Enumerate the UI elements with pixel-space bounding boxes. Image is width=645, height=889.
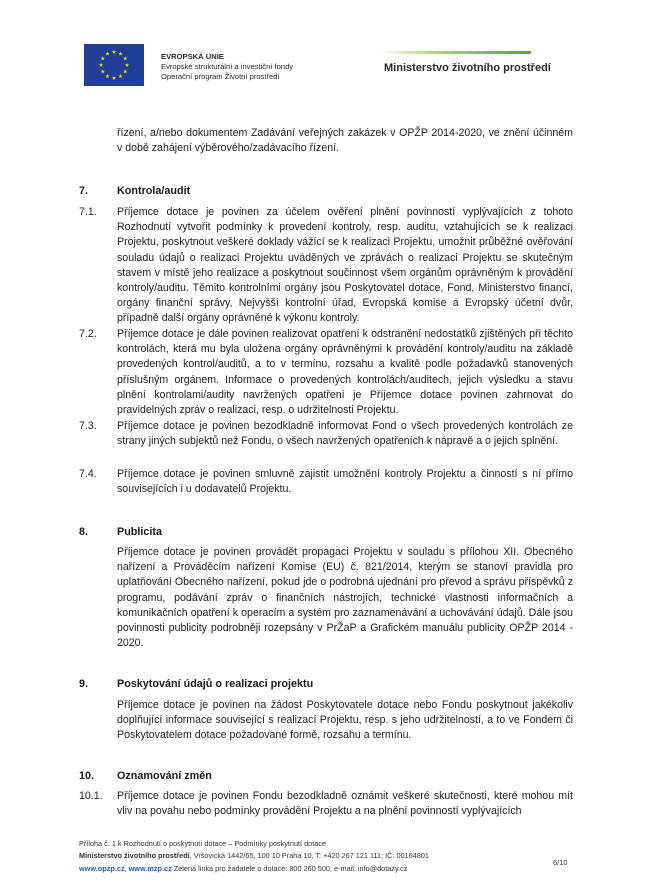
item-10-1-number: 10.1.: [79, 790, 103, 802]
ministry-logo-bar: [381, 51, 531, 54]
eu-header-text: [161, 52, 293, 82]
footer-line-3: [79, 864, 407, 874]
section-7-title: Kontrola/audit: [117, 185, 191, 197]
item-7-3-number: 7.3.: [79, 420, 97, 432]
section-8-number: 8.: [79, 526, 89, 538]
section-7-number: 7.: [79, 185, 89, 197]
item-10-1-text: Příjemce dotace je povinen Fondu bezodkladně oznámit veškeré skutečnosti, které mohou mít vliv na povahu nebo podmínky provádění Projektu a na plnění povinností vyplývajících: [117, 790, 573, 818]
footer-link-mzp[interactable]: www.mzp.cz: [128, 864, 172, 873]
item-7-4-text: Příjemce dotace je povinen smluvně zajistit umožnění kontroly Projektu a činností s ní přímo souvisejících i u dodavatelů Projektu.: [117, 468, 573, 496]
footer-separator: ,: [124, 864, 129, 873]
section-8-text: Příjemce dotace je povinen provádět propagaci Projektu v souladu s přílohou XII. Obecného nařízení a Prováděcím nařízení Komise (EU) č. 821/2014, kterým se stanoví pravidla pro uplatňování Obecného nařízení, pokud jde o podrobná ujednání pro převod a správu příspěvků z programu, podávání zpráv o finančních nástrojích, technické vlastnosti informačních a komunikačních opatření k operacím a systém pro zaznamenávání a uchovávání údajů. Dále jsou povinnosti publicity podrobněji rozepsány v PrŽaP a Grafickém manuálu publicity OPŽP 2014 - 2020.: [117, 546, 573, 650]
footer-address: , Vršovická 1442/65, 100 10 Praha 10, T: +420 267 121 111; IČ: 00164801: [189, 851, 429, 860]
item-7-2-number: 7.2.: [79, 328, 97, 340]
item-7-3-text: Příjemce dotace je povinen bezodkladně informovat Fond o všech provedených kontrolách ze strany jiných subjektů než Fondu, o všech navržených opatřeních k nápravě a o jejich splnění.: [117, 420, 573, 448]
section-9-text: Příjemce dotace je povinen na žádost Poskytovatele dotace nebo Fondu poskytnout jakékoliv doplňující informace související s realizací Projektu, resp. s jeho udržitelností, a to ve Fondem či Poskytovatelem dotace požadované formě, rozsahu a termínu.: [117, 699, 573, 742]
section-8-title: Publicita: [117, 526, 162, 538]
ministry-logo: Ministerstvo životního prostředí: [384, 62, 551, 74]
eu-flag-icon: [84, 44, 144, 86]
section-10-title: Oznamování změn: [117, 770, 212, 782]
item-7-4-number: 7.4.: [79, 468, 97, 480]
footer-contact: Zelená linka pro žadatele o dotace: 800 260 500, e-mail: info@dotazy.cz: [171, 864, 408, 873]
page-number: 6/10: [553, 858, 568, 867]
eu-fund: Evropské strukturální a investiční fondy: [161, 62, 294, 71]
section-9-title: Poskytování údajů o realizaci projektu: [117, 678, 314, 690]
item-7-1-number: 7.1.: [79, 206, 97, 218]
footer-ministry: Ministerstvo životního prostředí: [79, 851, 190, 860]
eu-program: Operační program Životní prostředí: [161, 72, 280, 81]
eu-name: EVROPSKÁ UNIE: [161, 52, 224, 61]
section-10-number: 10.: [79, 770, 95, 782]
intro-paragraph: řízení, a/nebo dokumentem Zadávání veřejných zakázek v OPŽP 2014-2020, ve znění účinném v době zahájení výběrového/zadávacího řízení.: [117, 127, 573, 155]
section-9-number: 9.: [79, 678, 89, 690]
item-7-2-text: Příjemce dotace je dále povinen realizovat opatření k odstranění nedostatků zjištěných při těchto kontrolách, která mu byla uložena orgány oprávněnými k provádění kontroly/auditu na základě provedených kontrol/auditů, a to v termínu, rozsahu a kvalitě podle požadavků stanovených příslušným orgánem. Informace o provedených kontrolách/auditech, jejich výsledku a stavu plnění kontrolami/audity navržených opatření je Příjemce dotace povinen zahrnovat do pravidelných zpráv o realizaci, resp. o udržitelnosti Projektu.: [117, 328, 573, 417]
footer-line-1: Příloha č. 1 k Rozhodnutí o poskytnutí dotace – Podmínky poskytnutí dotace: [79, 839, 327, 848]
footer-link-opzp[interactable]: www.opzp.cz: [79, 864, 125, 873]
item-7-1-text: Příjemce dotace je povinen za účelem ověření plnění povinností vyplývajících z tohoto Rozhodnutí vytvořit podmínky k provedení kontroly, resp. auditu, vztahujících se k realizaci Projektu, poskytnout veškeré doklady vážící se k realizaci Projektu, umožnit průběžné ověřování souladu údajů o realizaci Projektu uváděných ve zprávách o realizaci Projektu se skutečným stavem v místě jeho realizace a poskytnout součinnost všem orgánům oprávněným k provádění kontroly/auditu. Těmito kontrolními orgány jsou Poskytovatel dotace, Fond, Ministerstvo financí, orgány finanční správy, Nejvyšší kontrolní úřad, Evropská komise a Evropský účetní dvůr, případně další orgány oprávněné k výkonu kontroly.: [117, 206, 573, 325]
footer-line-2: [79, 851, 429, 861]
